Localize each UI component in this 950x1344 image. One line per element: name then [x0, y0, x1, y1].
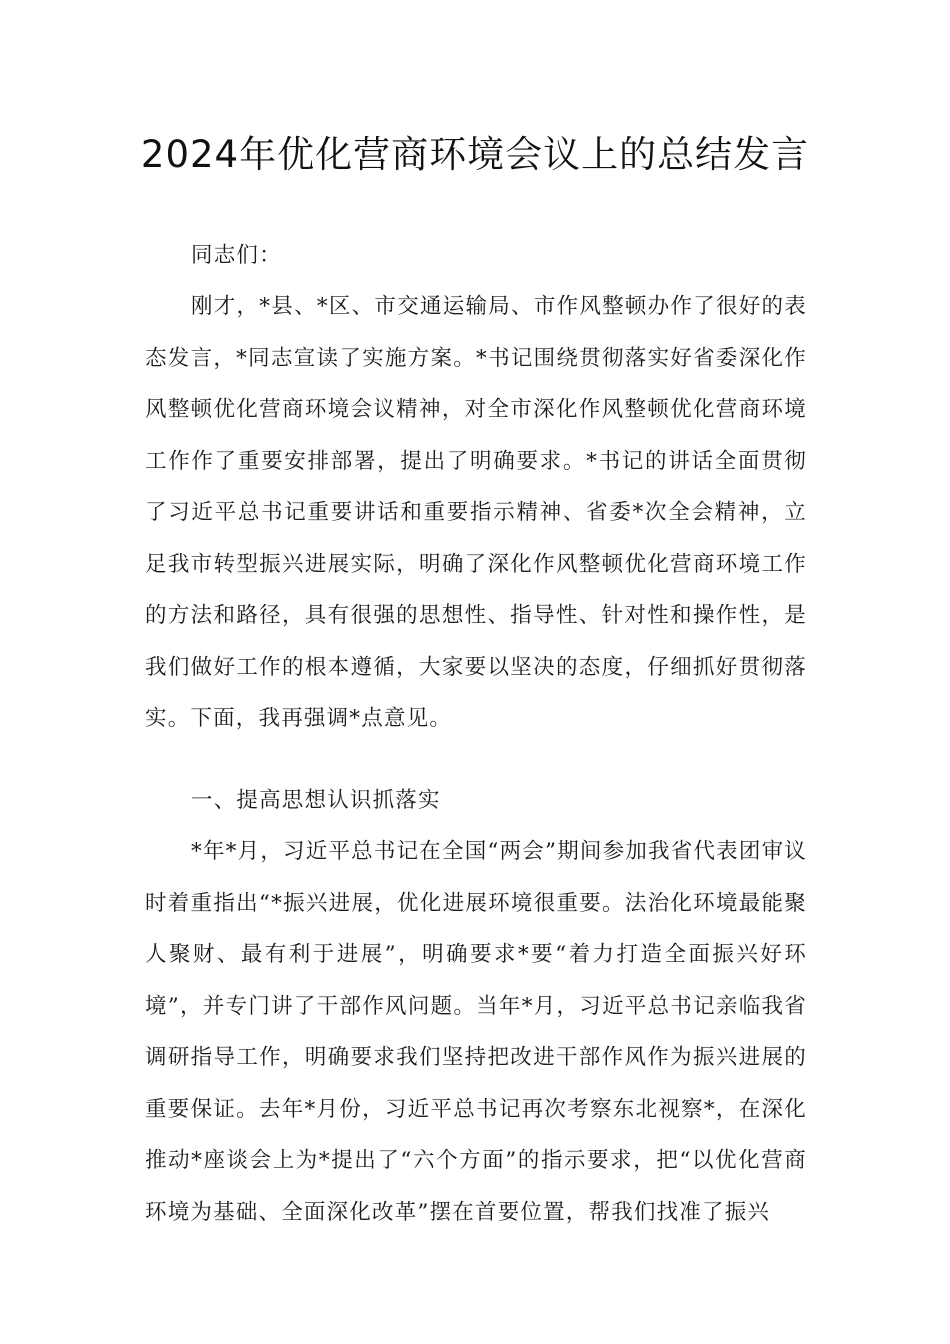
document-title: 2024年优化营商环境会议上的总结发言	[140, 133, 810, 176]
paragraph-section-1: *年*月，习近平总书记在全国“两会”期间参加我省代表团审议时着重指出“*振兴进展，优化进展环境很重要。法治化环境最能聚人聚财、最有利于进展”，明确要求*要“着力打造全面振兴好环境”，并专门讲了干部作风问题。当年*月，习近平总书记亲临我省调研指导工作，明确要求我们坚持把改进干部作风作为振兴进展的重要保证。去年*月份，习近平总书记再次考察东北视察*，在深化推动*座谈会上为*提出了“六个方面”的指示要求，把“以优化营商环境为基础、全面深化改革”摆在首要位置，帮我们找准了振兴	[145, 839, 807, 1225]
salutation: 同志们：	[191, 243, 282, 268]
section-heading-1: 一、提高思想认识抓落实	[191, 788, 441, 813]
paragraph-opening: 刚才，*县、*区、市交通运输局、市作风整顿办作了很好的表态发言，*同志宣读了实施方案。*书记围绕贯彻落实好省委深化作风整顿优化营商环境会议精神，对全市深化作风整顿优化营商环境工作作了重要安排部署，提出了明确要求。*书记的讲话全面贯彻了习近平总书记重要讲话和重要指示精神、省委*次全会精神，立足我市转型振兴进展实际，明确了深化作风整顿优化营商环境工作的方法和路径，具有很强的思想性、指导性、针对性和操作性，是我们做好工作的根本遵循，大家要以坚决的态度，仔细抓好贯彻落实。下面，我再强调*点意见。	[145, 294, 807, 731]
